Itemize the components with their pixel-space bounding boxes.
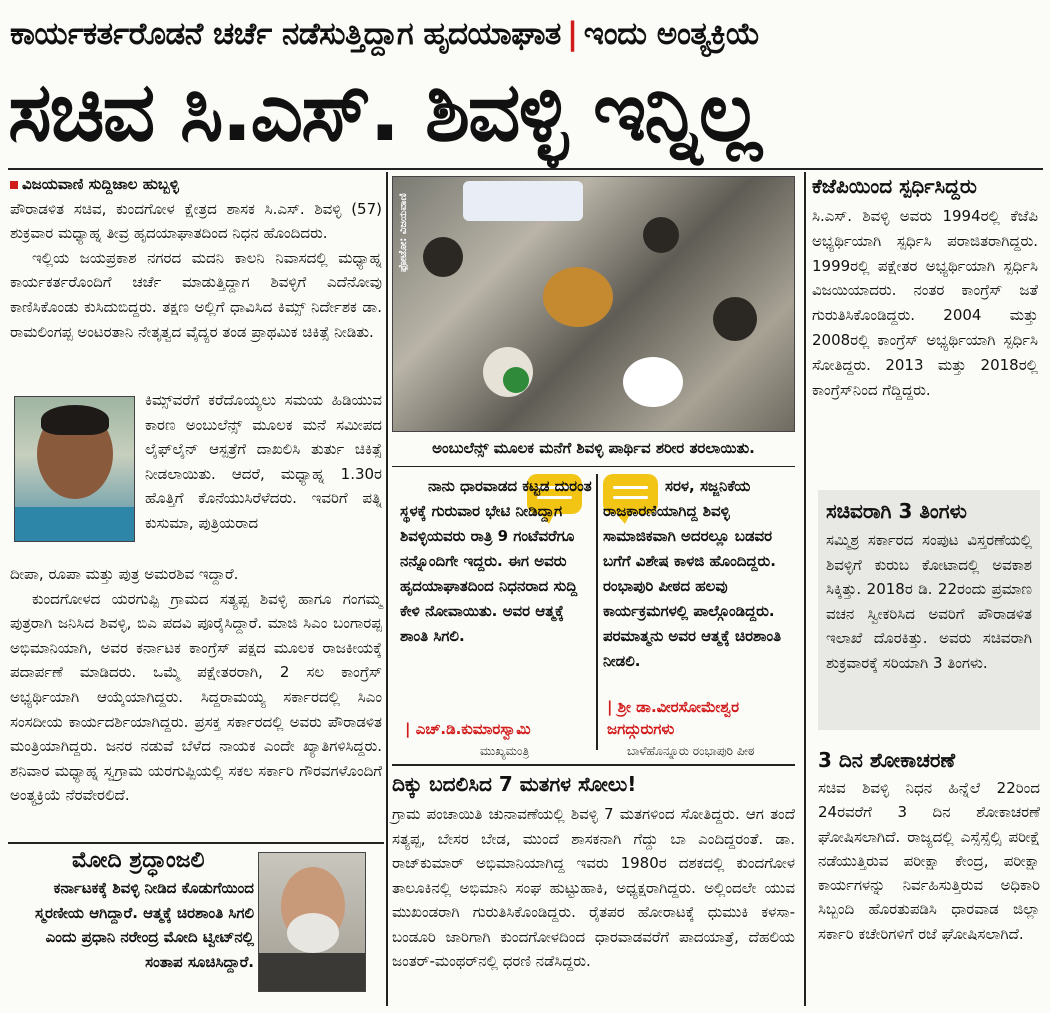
body-covered [543, 267, 613, 327]
crowd-photo [392, 176, 795, 432]
quote-1 [400, 474, 592, 649]
main-story-bottom [10, 562, 382, 808]
portrait-shirt [15, 507, 135, 542]
kicker-separator: | [566, 16, 578, 52]
caption-divider [392, 466, 795, 467]
crowd-head [713, 297, 757, 341]
modi-beard [287, 913, 339, 953]
minister-text: ಸಮ್ಮಿಶ್ರ ಸರ್ಕಾರದ ಸಂಪುಟ ವಿಸ್ತರಣೆಯಲ್ಲಿ ಶಿವಳ್ಳಿಗೆ ಕುರುಬ ಕೋಟಾದಲ್ಲಿ ಅವಕಾಶ ಸಿಕ್ಕಿತ್ತು. 2018ರ ಡಿ. 22ರಂದು ಪ್ರಮಾಣ ವಚನ ಸ್ವೀಕರಿಸಿದ ಅವರಿಗೆ ಪೌರಾಡಳಿತ ಇಲಾಖೆ ದೊರಕಿತ್ತು. ಅವರು ಸಚಿವರಾಗಿ ಶುಕ್ರವಾರಕ್ಕೆ ಸರಿಯಾಗಿ 3 ತಿಂಗಳು. [826, 531, 1032, 672]
quote-divider [596, 474, 598, 750]
minister-title: ಸಚಿವರಾಗಿ 3 ತಿಂಗಳು [826, 499, 967, 523]
paragraph-3b: ದೀಪಾ, ರೂಪಾ ಮತ್ತು ಪುತ್ರ ಅಮರಶಿವ ಇದ್ದಾರೆ. [10, 565, 239, 583]
photo-credit: ಫೋಟೋ: ವಿಜಯವಾಣಿ [398, 193, 409, 272]
quote-2-role: ಬಾಳೆಹೊನ್ನೂರು ರಂಭಾಪುರಿ ಪೀಠ [627, 744, 755, 758]
modi-title: ಮೋದಿ ಶ್ರದ್ಧಾಂಜಲಿ [72, 848, 205, 873]
column-divider-right [804, 172, 806, 1006]
mourning-title: 3 ದಿನ ಶೋಕಾಚರಣೆ [818, 748, 956, 772]
crowd-head [643, 217, 679, 253]
quote-1-text: ನಾನು ಧಾರವಾಡದ ಕಟ್ಟಡ ದುರಂತ ಸ್ಥಳಕ್ಕೆ ಗುರುವಾರ ಭೇಟಿ ನೀಡಿದ್ದಾಗ ಶಿವಳ್ಳಿಯವರು ರಾತ್ರಿ 9 ಗಂಟೆವರೆಗೂ ನನ್ನೊಂದಿಗೇ ಇದ್ದರು. ಈಗ ಅವರು ಹೃದಯಾಘಾತದಿಂದ ನಿಧನರಾದ ಸುದ್ದಿ ಕೇಳಿ ನೋವಾಯಿತು. ಅವರ ಆತ್ಮಕ್ಕೆ ಶಾಂತಿ ಸಿಗಲಿ. [400, 477, 592, 645]
paragraph-2: ಇಲ್ಲಿಯ ಜಯಪ್ರಕಾಶ ನಗರದ ಮದನಿ ಕಾಲನಿ ನಿವಾಸದಲ್ಲಿ ಮಧ್ಯಾಹ್ನ ಕಾರ್ಯಕರ್ತರೊಂದಿಗೆ ಚರ್ಚೆ ಮಾಡುತ್ತಿದ್ದಾಗ ಶಿವಳ್ಳಿಗೆ ಎದೆನೋವು ಕಾಣಿಸಿಕೊಂಡು ಕುಸಿದುಬಿದ್ದರು. ತಕ್ಷಣ ಅಲ್ಲಿಗೆ ಧಾವಿಸಿದ ಕಿಮ್ಸ್ ನಿರ್ದೇಶಕ ಡಾ. ರಾಮಲಿಂಗಪ್ಪ ಅಂಟರತಾನಿ ನೇತೃತ್ವದ ವೈದ್ಯರ ತಂಡ ಪ್ರಾಥಮಿಕ ಚಿಕಿತ್ಸೆ ನೀಡಿತು. [10, 248, 382, 341]
column-divider-left [386, 172, 388, 1006]
kjp-text: ಸಿ.ಎಸ್. ಶಿವಳ್ಳಿ ಅವರು 1994ರಲ್ಲಿ ಕೆಜೆಪಿ ಅಭ್ಯರ್ಥಿಯಾಗಿ ಸ್ಪರ್ಧಿಸಿ ಪರಾಜಿತರಾಗಿದ್ದರು. 1999ರಲ್ಲಿ ಪಕ್ಷೇತರ ಅಭ್ಯರ್ಥಿಯಾಗಿ ಸ್ಪರ್ಧಿಸಿ ವಿಜಯಿಯಾದರು. ನಂತರ ಕಾಂಗ್ರೆಸ್ ಜತೆ ಗುರುತಿಸಿಕೊಂಡಿದ್ದರು. 2004 ಮತ್ತು 2008ರಲ್ಲಿ ಕಾಂಗ್ರೆಸ್ ಅಭ್ಯರ್ಥಿಯಾಗಿ ಸ್ಪರ್ಧಿಸಿ ಸೋತಿದ್ದರು. 2013 ಮತ್ತು 2018ರಲ್ಲಿ ಕಾಂಗ್ರೆಸ್‌ನಿಂದ ಗೆದ್ದಿದ್ದರು. [812, 207, 1038, 399]
modi-portrait [258, 852, 366, 992]
quote-2-author: | ಶ್ರೀ ಡಾ.ವೀರಸೋಮೇಶ್ವರ ಜಗದ್ಗುರುಗಳು [607, 698, 740, 738]
main-story-wrap [145, 388, 382, 536]
crowd-head [423, 237, 463, 277]
minister-box [818, 490, 1040, 730]
kicker-right: ಇಂದು ಅಂತ್ಯಕ್ರಿಯೆ [583, 16, 760, 52]
crowd-shirt [623, 357, 683, 407]
paragraph-3a: ಕಿಮ್ಸ್‌ವರೆಗೆ ಕರೆದೊಯ್ಯಲು ಸಮಯ ಹಿಡಿಯುವ ಕಾರಣ ಅಂಬುಲೆನ್ಸ್ ಮೂಲಕ ಮನೆ ಸಮೀಪದ ಲೈಫ್‌ಲೈನ್ ಆಸ್ಪತ್ರೆಗೆ ದಾಖಲಿಸಿ ತುರ್ತು ಚಿಕಿತ್ಸೆ ನೀಡಲಾಯಿತು. ಆದರೆ, ಮಧ್ಯಾಹ್ನ 1.30ರ ಹೊತ್ತಿಗೆ ಕೊನೆಯುಸಿರೆಳೆದರು. ಇವರಿಗೆ ಪತ್ನಿ ಕುಸುಮಾ, ಪುತ್ರಿಯರಾದ [145, 391, 382, 532]
modi-tribute [14, 846, 254, 974]
headline: ಸಚಿವ ಸಿ.ಎಸ್. ಶಿವಳ್ಳಿ ಇನ್ನಿಲ್ಲ [8, 65, 760, 160]
mathas-divider [392, 764, 795, 766]
byline [10, 172, 382, 197]
mourning-box [818, 746, 1040, 946]
paragraph-1: ಪೌರಾಡಳಿತ ಸಚಿವ, ಕುಂದಗೋಳ ಕ್ಷೇತ್ರದ ಶಾಸಕ ಸಿ.ಎಸ್. ಶಿವಳ್ಳಿ (57) ಶುಕ್ರವಾರ ಮಧ್ಯಾಹ್ನ ತೀವ್ರ ಹೃದಯಾಘಾತದಿಂದ ನಿಧನ ಹೊಂದಿದರು. [10, 199, 382, 243]
kjp-box [812, 172, 1038, 402]
quote-1-author: | ಎಚ್.ಡಿ.ಕುಮಾರಸ್ವಾಮಿ [405, 720, 531, 738]
mathas-title: ದಿಕ್ಕು ಬದಲಿಸಿದ 7 ಮತಗಳ ಸೋಲು! [392, 772, 637, 796]
modi-jacket [259, 953, 366, 992]
modi-text: ಕರ್ನಾಟಕಕ್ಕೆ ಶಿವಳ್ಳಿ ನೀಡಿದ ಕೊಡುಗೆಯಿಂದ ಸ್ಮರಣೀಯ ಆಗಿದ್ದಾರೆ. ಆತ್ಮಕ್ಕೆ ಚಿರಶಾಂತಿ ಸಿಗಲಿ ಎಂದು ಪ್ರಧಾನಿ ನರೇಂದ್ರ ಮೋದಿ ಟ್ವೀಟ್‌ನಲ್ಲಿ ಸಂತಾಪ ಸೂಚಿಸಿದ್ದಾರೆ. [35, 879, 254, 971]
kicker-line [10, 6, 1045, 62]
portrait-hair [41, 405, 109, 435]
crowd-green-cloth [503, 367, 529, 393]
main-story-top [10, 172, 382, 344]
kicker-left: ಕಾರ್ಯಕರ್ತರೊಡನೆ ಚರ್ಚೆ ನಡೆಸುತ್ತಿದ್ದಾಗ ಹೃದಯಾಘಾತ [10, 16, 561, 52]
mathas-box [392, 770, 795, 974]
photo-caption: ಅಂಬುಲೆನ್ಸ್ ಮೂಲಕ ಮನೆಗೆ ಶಿವಳ್ಳಿ ಪಾರ್ಥಿವ ಶರೀರ ತರಲಾಯಿತು. [432, 439, 755, 457]
modi-divider [8, 842, 384, 844]
kjp-title: ಕೆಜೆಪಿಯಿಂದ ಸ್ಪರ್ಧಿಸಿದ್ದರು [812, 174, 977, 198]
byline-text: ವಿಜಯವಾಣಿ ಸುದ್ದಿಜಾಲ ಹುಬ್ಬಳ್ಳಿ [22, 175, 179, 193]
mourning-text: ಸಚಿವ ಶಿವಳ್ಳಿ ನಿಧನ ಹಿನ್ನೆಲೆ 22ರಿಂದ 24ರವರೆಗೆ 3 ದಿನ ಶೋಕಾಚರಣೆ ಘೋಷಿಸಲಾಗಿದೆ. ರಾಜ್ಯದಲ್ಲಿ ಎಸ್ಸೆಸ್ಸೆಲ್ಸಿ ಪರೀಕ್ಷೆ ನಡೆಯುತ್ತಿರುವ ಪರೀಕ್ಷಾ ಕೇಂದ್ರ, ಪರೀಕ್ಷಾ ಕಾರ್ಯಗಳನ್ನು ನಿರ್ವಹಿಸುತ್ತಿರುವ ಅಧಿಕಾರಿ ಸಿಬ್ಬಂದಿ ಹೊರತುಪಡಿಸಿ ಧಾರವಾಡ ಜಿಲ್ಲಾ ಸರ್ಕಾರಿ ಕಚೇರಿಗಳಿಗೆ ರಜೆ ಘೋಷಿಸಲಾಗಿದೆ. [818, 779, 1040, 943]
ambulance-roof [463, 181, 583, 221]
quote-1-role: ಮುಖ್ಯಮಂತ್ರಿ [480, 744, 530, 758]
mathas-text: ಗ್ರಾಮ ಪಂಚಾಯಿತಿ ಚುನಾವಣೆಯಲ್ಲಿ ಶಿವಳ್ಳಿ 7 ಮತಗಳಿಂದ ಸೋತಿದ್ದರು. ಆಗ ತಂದೆ ಸತ್ಯಪ್ಪ, ಬೇಸರ ಬೇಡ, ಮುಂದೆ ಶಾಸಕನಾಗಿ ಗೆದ್ದು ಬಾ ಎಂದಿದ್ದರಂತೆ. ಡಾ. ರಾಜ್‌ಕುಮಾರ್ ಅಭಿಮಾನಿಯಾಗಿದ್ದ ಇವರು 1980ರ ದಶಕದಲ್ಲಿ ಕುಂದಗೋಳ ತಾಲೂಕಿನಲ್ಲಿ ಅಭಿಮಾನಿ ಸಂಘ ಹುಟ್ಟುಹಾಕಿ, ಅಧ್ಯಕ್ಷರಾಗಿದ್ದರು. ಅಲ್ಲಿಂದಲೇ ಯುವ ಮುಖಂಡರಾಗಿ ಗುರುತಿಸಿಕೊಂಡಿದ್ದರು. ರೈತಪರ ಹೋರಾಟಕ್ಕೆ ಧುಮುಕಿ ಕಳಸಾ-ಬಂಡೂರಿ ಜಾರಿಗಾಗಿ ಕುಂದಗೋಳದಿಂದ ಧಾರವಾಡವರೆಗೆ ಪಾದಯಾತ್ರೆ, ದೆಹಲಿಯ ಜಂತರ್-ಮಂಥರ್‌ನಲ್ಲಿ ಧರಣಿ ನಡೆಸಿದ್ದರು. [392, 805, 795, 970]
minister-portrait [14, 396, 135, 542]
byline-square-icon [10, 181, 18, 189]
quote-2 [603, 474, 798, 674]
headline-divider [8, 168, 1043, 170]
paragraph-4: ಕುಂದಗೋಳದ ಯರಗುಪ್ಪಿ ಗ್ರಾಮದ ಸತ್ಯಪ್ಪ ಶಿವಳ್ಳಿ ಹಾಗೂ ಗಂಗಮ್ಮ ಪುತ್ರರಾಗಿ ಜನಿಸಿದ ಶಿವಳ್ಳಿ, ಬಿಎ ಪದವಿ ಪೂರೈಸಿದ್ದಾರೆ. ಮಾಜಿ ಸಿಎಂ ಬಂಗಾರಪ್ಪ ಅಭಿಮಾನಿಯಾಗಿ, ಅವರ ಕರ್ನಾಟಕ ಕಾಂಗ್ರೆಸ್ ಪಕ್ಷದ ಮೂಲಕ ರಾಜಕೀಯಕ್ಕೆ ಪದಾರ್ಪಣೆ ಮಾಡಿದರು. ಒಮ್ಮೆ ಪಕ್ಷೇತರರಾಗಿ, 2 ಸಲ ಕಾಂಗ್ರೆಸ್ ಅಭ್ಯರ್ಥಿಯಾಗಿ ಆಯ್ಕೆಯಾಗಿದ್ದರು. ಸಿದ್ದರಾಮಯ್ಯ ಸರ್ಕಾರದಲ್ಲಿ ಸಿಎಂ ಸಂಸದೀಯ ಕಾರ್ಯದರ್ಶಿಯಾಗಿದ್ದರು. ಪ್ರಸಕ್ತ ಸರ್ಕಾರದಲ್ಲಿ ಅವರು ಪೌರಾಡಳಿತ ಮಂತ್ರಿಯಾಗಿದ್ದರು. ಜನರ ನಡುವೆ ಬೆಳೆದ ನಾಯಕ ಎಂದೇ ಖ್ಯಾತಿಗಳಿಸಿದ್ದರು. ಶನಿವಾರ ಮಧ್ಯಾಹ್ನ ಸ್ವಗ್ರಾಮ ಯರಗುಪ್ಪಿಯಲ್ಲಿ ಸಕಲ ಸರ್ಕಾರಿ ಗೌರವಗಳೊಂದಿಗೆ ಅಂತ್ಯಕ್ರಿಯೆ ನೆರವೇರಲಿದೆ. [10, 589, 382, 805]
quote-2-text: ಸರಳ, ಸಜ್ಜನಿಕೆಯ ರಾಜಕಾರಣಿಯಾಗಿದ್ದ ಶಿವಳ್ಳಿ ಸಾಮಾಜಿಕವಾಗಿ ಅದರಲ್ಲೂ ಬಡವರ ಬಗೆಗೆ ವಿಶೇಷ ಕಾಳಜಿ ಹೊಂದಿದ್ದರು. ರಂಭಾಪುರಿ ಪೀಠದ ಹಲವು ಕಾರ್ಯಕ್ರಮಗಳಲ್ಲಿ ಪಾಲ್ಗೊಂಡಿದ್ದರು. ಪರಮಾತ್ಮನು ಅವರ ಆತ್ಮಕ್ಕೆ ಚಿರಶಾಂತಿ ನೀಡಲಿ. [603, 477, 782, 670]
